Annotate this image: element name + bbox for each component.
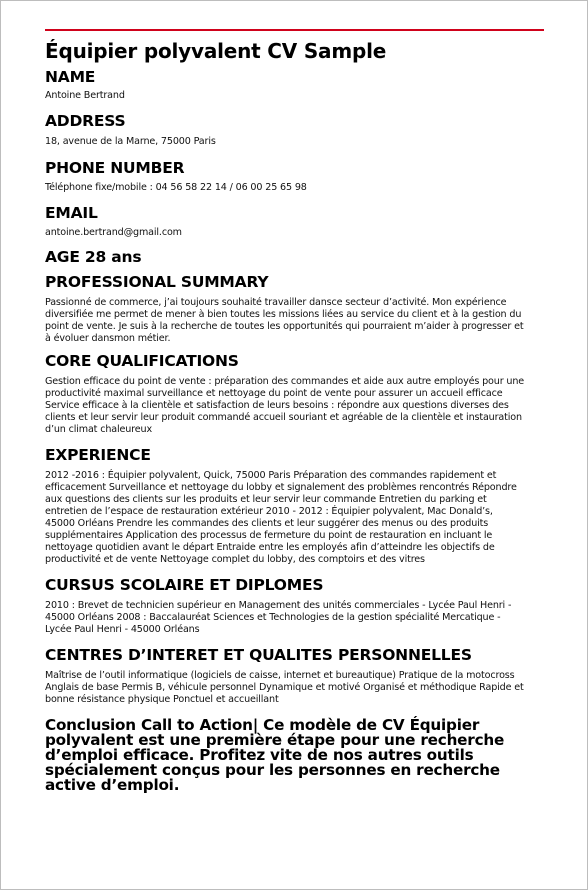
phone-heading: PHONE NUMBER — [45, 159, 185, 177]
age-heading: AGE 28 ans — [45, 248, 142, 266]
name-text: Antoine Bertrand — [45, 90, 125, 101]
conclusion-text: Conclusion Call to Action| Ce modèle de CV Équipier polyvalent est une première étape pour une recherche d’emploi efficace. Profitez vite de nos autres outils spécialement conçus pour les personnes en recherche active d’emploi. — [45, 716, 505, 794]
email-text: antoine.bertrand@gmail.com — [45, 227, 182, 238]
qualifications-text: Gestion efficace du point de vente : préparation des commandes et aide aux autre employés pour une productivité maximal surveillance et nettoyage du point de vente pour assurer un accueil efficace Service efficace à la clientèle et satisfaction de leurs besoins : répondre aux questions diverses des clients et leur servir leur produit commandé accueil souriant et agréable de la clientèle et instauration d’un climat chaleureux — [45, 376, 525, 435]
cv-content — [45, 38, 525, 793]
qualifications-heading: CORE QUALIFICATIONS — [45, 352, 239, 370]
education-heading: CURSUS SCOLAIRE ET DIPLOMES — [45, 576, 324, 594]
document-title: Équipier polyvalent CV Sample — [45, 39, 387, 63]
header-rule — [45, 29, 544, 31]
address-text: 18, avenue de la Marne, 75000 Paris — [45, 136, 216, 147]
education-text: 2010 : Brevet de technicien supérieur en Management des unités commerciales - Lycée Paul Henri - 45000 Orléans 2008 : Baccalauréat Sciences et Technologies de la gestion spécialité Mercatique - Lycée Paul Henri - 45000 Orléans — [45, 600, 512, 635]
address-heading: ADDRESS — [45, 112, 126, 130]
email-heading: EMAIL — [45, 204, 98, 222]
name-heading: NAME — [45, 68, 96, 86]
experience-text: 2012 -2016 : Équipier polyvalent, Quick, 75000 Paris Préparation des commandes rapidement et efficacement Surveillance et nettoyage du lobby et signalement des problèmes rencontrés Répondre aux questions des clients sur les produits et leur servir leur commande Entretien du parking et entretien de l’espace de restauration extérieur 2010 - 2012 : Équipier polyvalent, Mac Donald’s, 45000 Orléans Prendre les commandes des clients et leur suggérer des menus ou des produits supplémentaires Application des processus de fermeture du point de restauration en incluant le nettoyage quotidien avant le départ Entraide entre les employés afin d’atteindre les objectifs de productivité et de vente Nettoyage complet du lobby, des comptoirs et des vitres — [45, 470, 517, 565]
phone-text: Téléphone fixe/mobile : 04 56 58 22 14 / 06 00 25 65 98 — [45, 182, 307, 193]
experience-heading: EXPERIENCE — [45, 446, 151, 464]
summary-text: Passionné de commerce, j’ai toujours souhaité travailler dansce secteur d’activité. Mon expérience diversifiée me permet de mener à bien toutes les missions liées au service du client et à la gestion du point de vente. Je suis à la recherche de toutes les opportunités qui pourraient m’aider à progresser et à évoluer dansmon métier. — [45, 297, 524, 344]
interests-heading: CENTRES D’INTERET ET QUALITES PERSONNELLES — [45, 646, 472, 664]
interests-text: Maîtrise de l’outil informatique (logiciels de caisse, internet et bureautique) Pratique de la motocross Anglais de base Permis B, véhicule personnel Dynamique et motivé Organisé et méthodique Rapide et bonne résistance physique Ponctuel et accueillant — [45, 670, 524, 705]
summary-heading: PROFESSIONAL SUMMARY — [45, 273, 269, 291]
